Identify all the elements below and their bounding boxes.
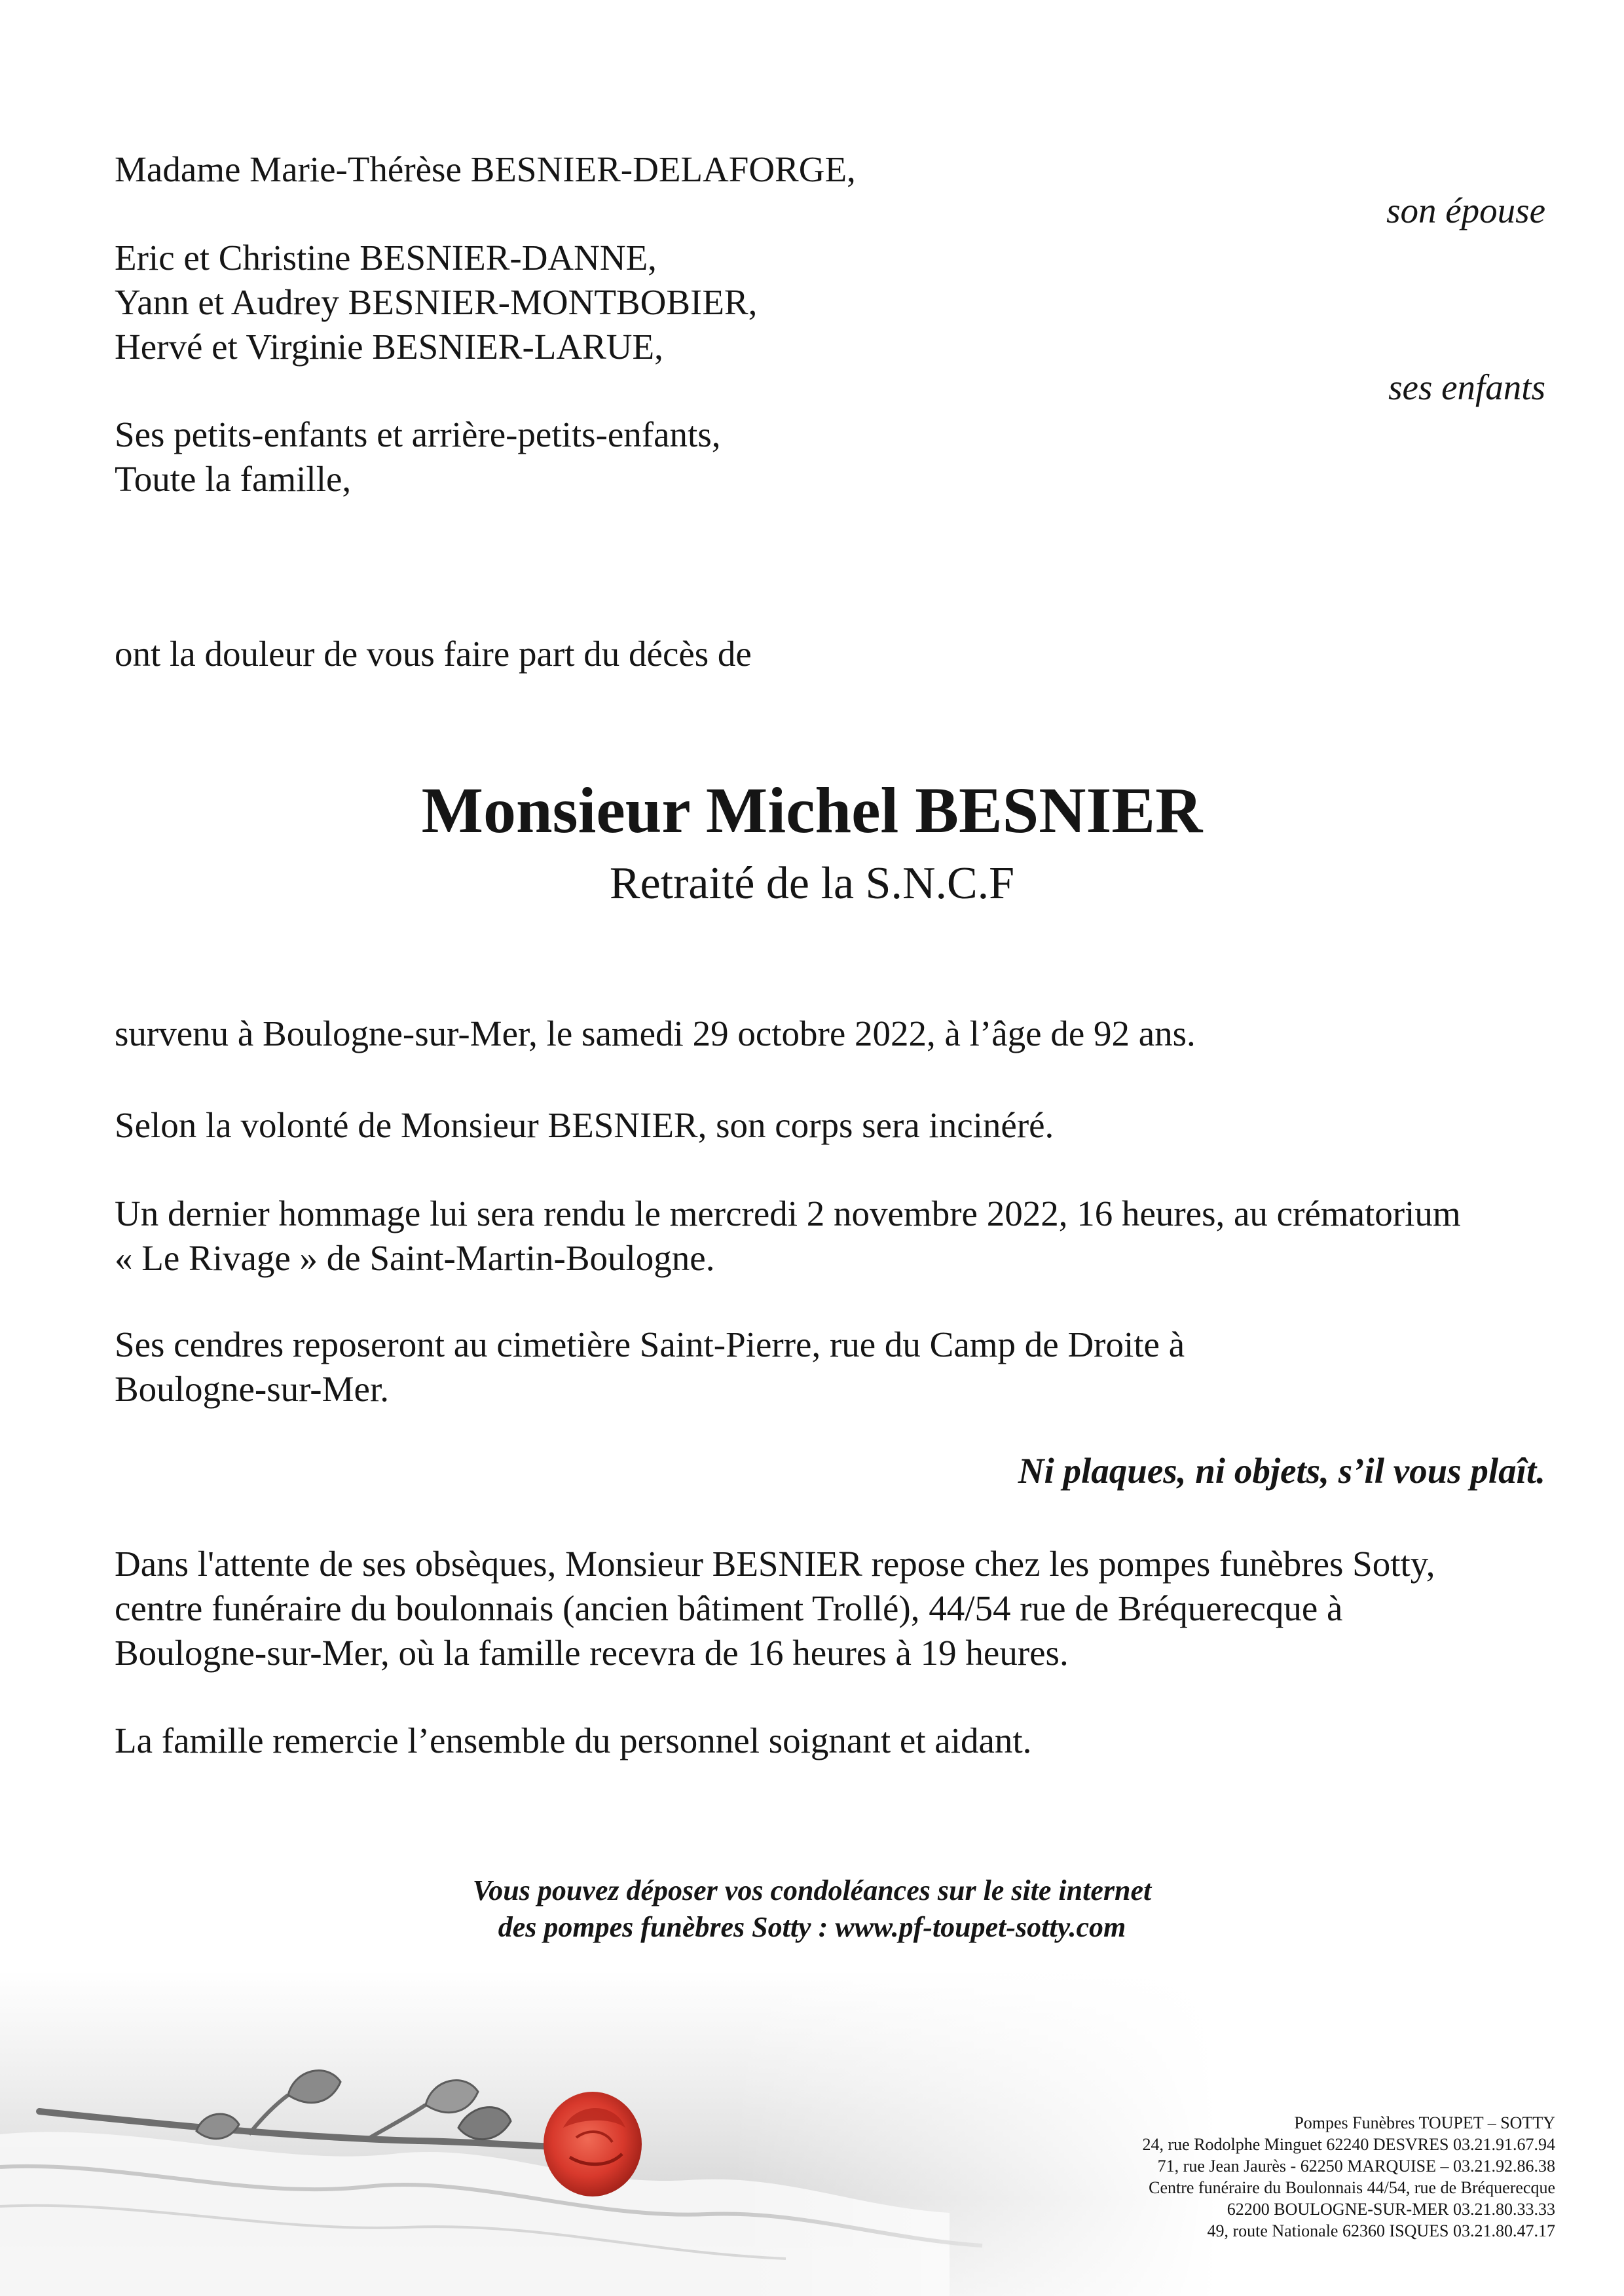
footer-line: 62200 BOULOGNE-SUR-MER 03.21.80.33.33 [1227,2200,1555,2219]
family-line: Ses petits-enfants et arrière-petits-enfants, [115,414,721,454]
repose-line: Boulogne-sur-Mer, où la famille recevra de 16 heures à 19 heures. [115,1633,1069,1673]
footer-line: 24, rue Rodolphe Minguet 62240 DESVRES 03.21.91.67.94 [1142,2135,1555,2154]
homage-paragraph [115,1192,1461,1281]
repose-line: centre funéraire du boulonnais (ancien bâtiment Trollé), 44/54 rue de Bréquerecque à [115,1588,1343,1628]
footer-line: Pompes Funèbres TOUPET – SOTTY [1294,2113,1555,2132]
homage-line: « Le Rivage » de Saint-Martin-Boulogne. [115,1238,715,1278]
repose-paragraph [115,1542,1435,1675]
ashes-paragraph [115,1322,1185,1412]
death-paragraph: survenu à Boulogne-sur-Mer, le samedi 29 octobre 2022, à l’âge de 92 ans. [115,1013,1196,1053]
homage-line: Un dernier hommage lui sera rendu le mercredi 2 novembre 2022, 16 heures, au crématorium [115,1194,1461,1233]
spouse-role: son épouse [1386,191,1545,230]
footer-line: 71, rue Jean Jaurès - 62250 MARQUISE – 03.21.92.86.38 [1157,2157,1555,2176]
funeral-home-address [1143,2112,1556,2242]
repose-line: Dans l'attente de ses obsèques, Monsieur BESNIER repose chez les pompes funèbres Sotty, [115,1544,1435,1584]
thanks-paragraph: La famille remercie l’ensemble du personnel soignant et aidant. [115,1721,1032,1760]
condolences-line: des pompes funèbres Sotty : www.pf-toupet-sotty.com [498,1911,1126,1943]
announcement: ont la douleur de vous faire part du décès de [115,634,752,674]
wish-paragraph: Selon la volonté de Monsieur BESNIER, son corps sera incinéré. [115,1105,1054,1145]
child-line: Hervé et Virginie BESNIER-LARUE, [115,327,663,367]
ashes-line: Ses cendres reposeront au cimetière Saint-Pierre, rue du Camp de Droite à [115,1324,1185,1364]
ashes-line: Boulogne-sur-Mer. [115,1369,389,1409]
condolences-line: Vous pouvez déposer vos condoléances sur le site internet [472,1874,1152,1906]
footer-line: 49, route Nationale 62360 ISQUES 03.21.80.47.17 [1207,2221,1555,2240]
child-line: Yann et Audrey BESNIER-MONTBOBIER, [115,282,758,322]
child-line: Eric et Christine BESNIER-DANNE, [115,238,657,278]
no-flowers-notice: Ni plaques, ni objets, s’il vous plaît. [1018,1451,1545,1491]
children-role: ses enfants [1388,367,1545,407]
footer-line: Centre funéraire du Boulonnais 44/54, rue de Bréquerecque [1149,2178,1555,2197]
other-family [115,412,720,501]
family-line: Toute la famille, [115,459,352,499]
condolences-note [0,1872,1624,1946]
children-list [115,236,757,369]
deceased-title: Retraité de la S.N.C.F [609,858,1015,909]
spouse-line: Madame Marie-Thérèse BESNIER-DELAFORGE, [115,149,856,189]
deceased-name: Monsieur Michel BESNIER [421,774,1203,847]
